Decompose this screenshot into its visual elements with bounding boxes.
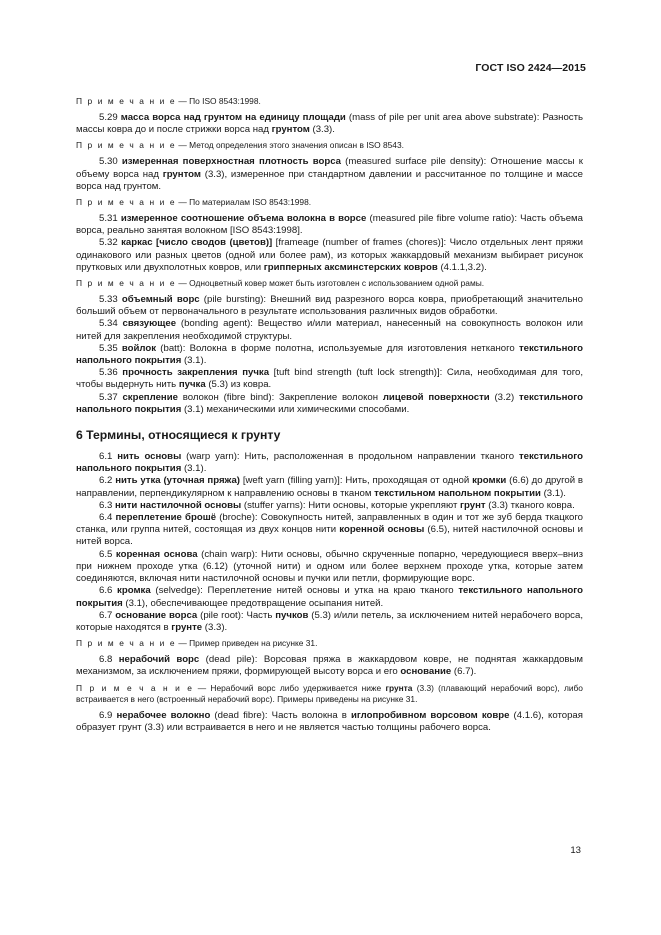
- term-title: объемный ворс: [121, 294, 200, 306]
- page-number: 13: [570, 845, 581, 856]
- section-heading: 6 Термины, относящиеся к грунту: [76, 428, 281, 443]
- term-6-2: 6.2 нить утка (уточная пряжа) [weft yarn (filling yarn)]: Нить, проходящая от одной кромки (6.6) до другой в направлении, перпендикулярном к направлению основы в тканом текстильном напольном покрытии (3.1).: [76, 475, 583, 499]
- term-title: измеренная поверхностная плотность ворса: [121, 156, 341, 168]
- term-title: каркас [число сводов (цветов)]: [121, 237, 273, 249]
- note-label: П р и м е ч а н и е: [76, 638, 177, 649]
- note-5-30: П р и м е ч а н и е — По материалам ISO 8543:1998.: [76, 197, 312, 208]
- term-5-33: 5.33 объемный ворс (pile bursting): Внешний вид разрезного ворса ковра, приобретающий значительно больший объем от первоначального в результате использования различных видов обработки.: [76, 294, 584, 318]
- note-label: П р и м е ч а н и е: [76, 682, 194, 693]
- note-5-32: П р и м е ч а н и е — Одноцветный ковер может быть изготовлен с использованием одной рамы.: [76, 278, 485, 289]
- term-6-9: 6.9 нерабочее волокно (dead fibre): Часть волокна в иглопробивном ворсовом ковре (4.1.6), которая образует грунт (3.3) или встраивается в него и не является частью толщины рабочего ворса.: [76, 709, 583, 733]
- term-5-35: 5.35 войлок (batt): Волокна в форме полотна, используемые для изготовления нетканого текстильного напольного покрытия (3.1).: [76, 342, 583, 367]
- term-title: нерабочее волокно: [116, 709, 211, 721]
- note-5-28: П р и м е ч а н и е — По ISO 8543:1998.: [76, 96, 261, 106]
- term-5-30: 5.30 измеренная поверхностная плотность ворса (measured surface pile density): Отношение массы к объему ворса над грунтом (3.3), измеренное при стандартном давлении и рассчитанное по толщине и массе ворса над грунтом.: [76, 156, 583, 192]
- term-5-34: 5.34 связующее (bonding agent): Вещество и/или материал, нанесенный на совокупность волокон или нитей для закрепления необходимой структуры.: [76, 318, 583, 342]
- note-label: П р и м е ч а н и е: [76, 197, 177, 208]
- term-5-29: 5.29 масса ворса над грунтом на единицу площади (mass of pile per unit area above substrate): Разность массы ковра до и после стрижки ворса над грунтом (3.3).: [76, 112, 583, 136]
- term-5-32: 5.32 каркас [число сводов (цветов)] [frameage (number of frames (chores)]: Число отдельных лент пряжи одинакового или разных цветов (одной или более рам), из которых жаккардовый механизм выбирает рисунок прутковых или двухполотных ковров, или грипперных аксминстерских ковров (4.1.1,3.2).: [76, 237, 583, 273]
- term-title: скрепление: [122, 391, 178, 403]
- term-title: переплетение брошё: [115, 512, 217, 524]
- note-label: П р и м е ч а н и е: [76, 96, 177, 106]
- note-5-29: П р и м е ч а н и е — Метод определения этого значения описан в ISO 8543.: [76, 140, 404, 151]
- page-content: [76, 92, 583, 734]
- term-title: измеренное соотношение объема волокна в ворсе: [120, 213, 367, 225]
- note-label: П р и м е ч а н и е: [76, 278, 177, 289]
- term-6-3: 6.3 нити настилочной основы (stuffer yarns): Нити основы, которые укрепляют грунт (3.3) тканого ковра.: [99, 499, 575, 511]
- term-title: нити настилочной основы: [115, 499, 242, 511]
- term-5-36: 5.36 прочность закрепления пучка [tuft bind strength (tuft lock strength)]: Сила, необходимая для того, чтобы выдернуть нить пучка (5.3) из ковра.: [76, 367, 584, 391]
- term-title: нить основы: [117, 451, 182, 463]
- term-title: связующее: [122, 318, 177, 330]
- term-5-31: 5.31 измеренное соотношение объема волокна в ворсе (measured pile fibre volume ratio): Часть объема ворса, реально занятая волокном [ISO 8543:1998].: [76, 213, 583, 237]
- term-title: основание ворса: [115, 609, 198, 621]
- term-title: войлок: [121, 342, 157, 354]
- term-6-4: 6.4 переплетение брошё (broche): Совокупность нитей, заправленных в один и тот же зуб берда ткацкого станка, или группа нитей, состоящая из двух концов нити коренной основы (6.5), нитей настилочной основы и нитей ворса.: [76, 512, 584, 548]
- term-6-5: 6.5 коренная основа (chain warp): Нити основы, обычно скрученные попарно, чередующиеся вверх–вниз при нижнем проходе утка (6.12) (уточной нити) и одном или более верхнем проходе утка, которые затем соединяются, включая нити настилочной основы и пучки или петли, формирующие ворс.: [76, 548, 583, 585]
- term-title: нерабочий ворс: [118, 654, 200, 666]
- term-6-8: 6.8 нерабочий ворс (dead pile): Ворсовая пряжа в жаккардовом ковре, не поднятая жаккардовым механизмом, за исключением пряжи, формирующей высоту ворса и его основание (6.7).: [76, 654, 583, 678]
- term-title: коренная основа: [115, 548, 198, 560]
- term-title: масса ворса над грунтом на единицу площади: [120, 112, 346, 123]
- term-6-1: 6.1 нить основы (warp yarn): Нить, расположенная в продольном направлении тканого текстильного напольного покрытия (3.1).: [76, 451, 583, 475]
- note-label: П р и м е ч а н и е: [76, 140, 177, 151]
- term-5-37: 5.37 скрепление волокон (fibre bind): Закрепление волокон лицевой поверхности (3.2) текстильного напольного покрытия (3.1) механическими или химическими способами.: [76, 391, 584, 415]
- standard-header: ГОСТ ISO 2424—2015: [475, 62, 586, 74]
- note-6-7: П р и м е ч а н и е — Пример приведен на рисунке 31.: [76, 638, 318, 649]
- term-title: нить утка (уточная пряжа): [115, 475, 240, 487]
- term-6-6: 6.6 кромка (selvedge): Переплетение нитей основы и утка на краю тканого текстильного напольного покрытия (3.1), обеспечивающее предотвращение осыпания нитей.: [76, 585, 583, 609]
- note-6-8: П р и м е ч а н и е — Нерабочий ворс либо удерживается ниже грунта (3.3) (плавающий нерабочий ворс), либо встраивается в него (встроенный нерабочий ворс). Примеры приведены на рисунке 31.: [76, 682, 583, 704]
- term-title: кромка: [117, 585, 151, 597]
- term-6-7: 6.7 основание ворса (pile root): Часть пучков (5.3) и/или петель, за исключением нитей нерабочего ворса, которые находятся в грунте (3.3).: [76, 609, 583, 633]
- term-title: прочность закрепления пучка: [122, 367, 270, 379]
